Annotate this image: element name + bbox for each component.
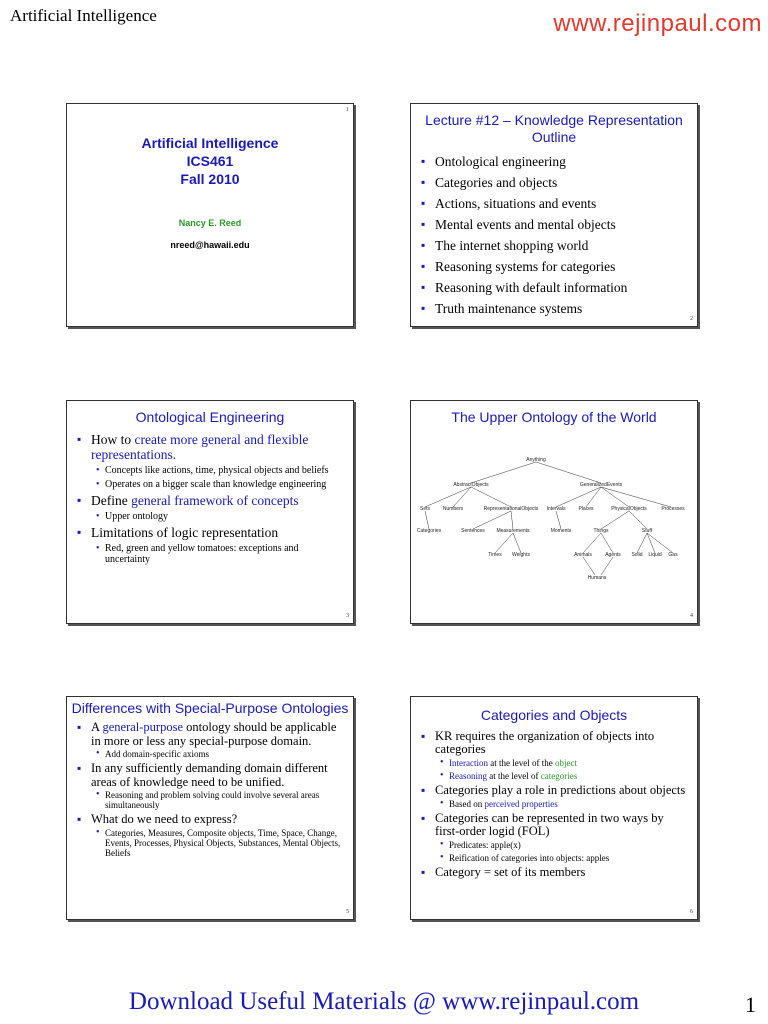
slide-number: 2 — [690, 316, 693, 322]
node-humans: Humans — [587, 575, 607, 581]
text: Limitations of logic representation — [91, 525, 279, 540]
highlight-text: object — [554, 758, 577, 768]
highlight-text: general-purpose — [102, 720, 183, 734]
header-doc-title: Artificial Intelligence — [10, 6, 157, 25]
node-times: Times — [488, 552, 502, 558]
list-item: ▪ Mental events and mental objects — [435, 217, 689, 232]
list-item — [91, 493, 345, 522]
slide-1-title-line3: Fall 2010 — [180, 171, 240, 187]
node-solid: Solid — [631, 552, 643, 558]
sub-item: • Upper ontology — [105, 511, 345, 522]
node-stuff: Stuff — [641, 528, 653, 534]
sub-item: • Add domain-specific axioms — [105, 749, 345, 759]
slide-4-title: The Upper Ontology of the World — [451, 409, 657, 425]
text: KR requires the organization of objects into categories — [435, 729, 655, 756]
text: In any sufficiently demanding domain different areas of knowledge need to be unified. — [91, 761, 328, 789]
node-processes: Processes — [661, 506, 685, 512]
text: What do we need to express? — [91, 812, 238, 826]
node-intervals: Intervals — [546, 506, 566, 512]
slide-3-title: Ontological Engineering — [135, 409, 285, 425]
list-item: ▪ Category = set of its members — [435, 866, 689, 879]
node-things: Things — [593, 528, 609, 534]
sub-item: • Predicates: apple(x) — [449, 840, 689, 850]
node-categories: Categories — [416, 528, 442, 534]
list-item: ▪ The internet shopping world — [435, 238, 689, 253]
sub-item: • Reasoning and problem solving could involve several areas simultaneously — [105, 790, 345, 810]
list-item: ▪ Categories and objects — [435, 175, 689, 190]
node-representational-objects: RepresentationalObjects — [483, 506, 539, 512]
text: Based on — [449, 799, 485, 809]
slide-2-title: Lecture #12 – Knowledge Representation Outline — [425, 112, 683, 145]
node-places: Places — [578, 506, 594, 512]
node-generalized-events: GeneralizedEvents — [579, 482, 623, 488]
slide-1-title-line1: Artificial Intelligence — [141, 135, 279, 151]
highlight-text: general framework of concepts — [131, 493, 299, 508]
node-abstract-objects: AbstractObjects — [453, 482, 489, 488]
list-item: ▪ Actions, situations and events — [435, 196, 689, 211]
node-gas: Gas — [668, 552, 678, 558]
node-anything: Anything — [526, 457, 546, 463]
highlight-text: perceived properties — [484, 799, 558, 809]
node-agents: Agents — [605, 552, 621, 558]
slide-5-bullet-list — [67, 721, 353, 858]
node-measurements: Measurements — [496, 528, 530, 534]
slide-6-bullet-list — [411, 730, 697, 879]
slide-1-title-line2: ICS461 — [186, 153, 234, 169]
slide-5-title: Differences with Special-Purpose Ontologies — [71, 700, 349, 716]
list-item — [91, 762, 345, 810]
sub-item: • Concepts like actions, time, physical objects and beliefs — [105, 465, 345, 476]
slide-number: 3 — [346, 613, 349, 619]
text: Categories can be represented in two ways by first-order logid (FOL) — [435, 811, 664, 838]
list-item — [91, 721, 345, 759]
sub-item — [449, 799, 689, 809]
sub-item: • Reification of categories into objects: apples — [449, 853, 689, 863]
highlight-text: Interaction — [449, 758, 488, 768]
slide-number: 1 — [346, 107, 349, 113]
node-numbers: Numbers — [442, 506, 464, 512]
list-item: ▪ Truth maintenance systems — [435, 301, 689, 316]
text: Define — [91, 493, 132, 508]
slide-1-title — [67, 134, 353, 188]
slide-6-title: Categories and Objects — [480, 707, 628, 723]
list-item — [91, 432, 345, 490]
sub-item — [449, 771, 689, 781]
slide-number: 4 — [690, 613, 693, 619]
highlight-text: create more general and flexible representations. — [91, 432, 309, 462]
list-item — [91, 525, 345, 565]
node-moments: Moments — [550, 528, 572, 534]
slide-1-author: Nancy E. Reed — [178, 218, 242, 228]
slide-4 — [410, 400, 698, 624]
sub-item: • Operates on a bigger scale than knowledge engineering — [105, 479, 345, 490]
list-item: ▪ Ontological engineering — [435, 154, 689, 169]
sub-item: • Red, green and yellow tomatoes: exceptions and uncertainty — [105, 543, 345, 565]
node-animals: Animals — [574, 552, 592, 558]
text: at the level of the — [487, 758, 555, 768]
sub-item: • Categories, Measures, Composite objects, Time, Space, Change, Events, Processes, Physical Objects, Substances, Mental Objects, Beliefs — [105, 828, 345, 858]
slide-1-email: nreed@hawaii.edu — [170, 240, 250, 250]
slide-number: 6 — [690, 909, 693, 915]
list-item — [91, 813, 345, 858]
node-weights: Weights — [512, 552, 530, 558]
page-number: 1 — [745, 992, 756, 1017]
list-item — [435, 812, 689, 863]
header-site-link[interactable]: www.rejinpaul.com — [553, 10, 762, 37]
slide-1 — [66, 103, 354, 327]
highlight-text: categories — [540, 771, 578, 781]
node-liquid: Liquid — [648, 552, 662, 558]
slide-3-bullet-list — [67, 432, 353, 565]
sub-item — [449, 758, 689, 768]
footer-download-link[interactable]: Download Useful Materials @ www.rejinpaul.com — [128, 988, 640, 1015]
text: How to — [91, 432, 135, 447]
list-item: ▪ Reasoning with default information — [435, 280, 689, 295]
node-physical-objects: PhysicalObjects — [611, 506, 647, 512]
slide-6 — [410, 696, 698, 920]
text: A — [91, 720, 103, 734]
slide-3 — [66, 400, 354, 624]
list-item: ▪ Reasoning systems for categories — [435, 259, 689, 274]
slide-2-bullet-list — [411, 154, 697, 316]
list-item — [435, 784, 689, 809]
text: at the level of — [487, 771, 541, 781]
slide-number: 5 — [346, 909, 349, 915]
text: ontology should be applicable in more or less any special-purpose domain. — [91, 720, 337, 748]
node-sets: Sets — [419, 506, 431, 512]
slide-2 — [410, 103, 698, 327]
ontology-tree-diagram — [411, 431, 697, 601]
highlight-text: Reasoning — [449, 771, 487, 781]
list-item — [435, 730, 689, 781]
text: Categories play a role in predictions about objects — [435, 783, 686, 797]
node-sentences: Sentences — [461, 528, 485, 534]
slide-5 — [66, 696, 354, 920]
